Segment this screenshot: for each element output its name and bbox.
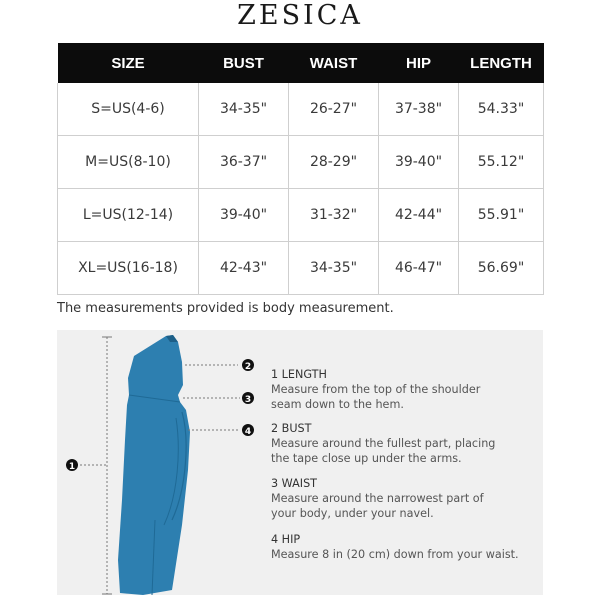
guide-title: 1 LENGTH	[271, 368, 327, 381]
guide-line: seam down to the hem.	[271, 398, 404, 411]
measurement-note: The measurements provided is body measurement.	[57, 301, 394, 316]
cell-length: 54.33"	[459, 83, 544, 136]
cell-length: 56.69"	[459, 242, 544, 295]
cell-length: 55.91"	[459, 189, 544, 242]
guide-title: 3 WAIST	[271, 477, 318, 490]
cell-size: XL=US(16-18)	[58, 242, 199, 295]
header-length: LENGTH	[459, 43, 544, 83]
cell-bust: 36-37"	[199, 136, 289, 189]
guide-bust	[271, 421, 495, 466]
cell-waist: 28-29"	[289, 136, 379, 189]
svg-text:1: 1	[68, 462, 76, 472]
cell-size: S=US(4-6)	[58, 83, 199, 136]
header-bust: BUST	[199, 43, 289, 83]
svg-text:4: 4	[244, 427, 252, 437]
guide-hip	[271, 532, 519, 562]
brand-logo: ZESICA	[237, 0, 363, 31]
header-waist: WAIST	[289, 43, 379, 83]
header-size: SIZE	[58, 43, 199, 83]
marker-1-length	[66, 459, 78, 472]
svg-text:3: 3	[244, 395, 252, 405]
cell-size: M=US(8-10)	[58, 136, 199, 189]
guide-line: Measure 8 in (20 cm) down from your waist.	[271, 548, 519, 561]
guide-line: the tape close up under the arms.	[271, 452, 462, 465]
cell-hip: 42-44"	[379, 189, 459, 242]
cell-length: 55.12"	[459, 136, 544, 189]
cell-bust: 34-35"	[199, 83, 289, 136]
cell-hip: 46-47"	[379, 242, 459, 295]
dress-illustration	[118, 335, 190, 595]
cell-bust: 42-43"	[199, 242, 289, 295]
marker-4-hip	[242, 424, 254, 437]
cell-bust: 39-40"	[199, 189, 289, 242]
guide-line: your body, under your navel.	[271, 507, 434, 520]
guide-line: Measure around the narrowest part of	[271, 492, 484, 505]
cell-hip: 39-40"	[379, 136, 459, 189]
guide-line: Measure from the top of the shoulder	[271, 383, 481, 396]
cell-hip: 37-38"	[379, 83, 459, 136]
marker-3-waist	[242, 392, 254, 405]
guide-length	[271, 367, 480, 412]
marker-2-bust	[242, 359, 254, 372]
cell-waist: 31-32"	[289, 189, 379, 242]
cell-waist: 26-27"	[289, 83, 379, 136]
guide-title: 2 BUST	[271, 422, 312, 435]
cell-waist: 34-35"	[289, 242, 379, 295]
guide-title: 4 HIP	[271, 533, 301, 546]
cell-size: L=US(12-14)	[58, 189, 199, 242]
guide-waist	[271, 476, 484, 521]
svg-text:2: 2	[244, 362, 252, 372]
guide-line: Measure around the fullest part, placing	[271, 437, 496, 450]
header-hip: HIP	[379, 43, 459, 83]
